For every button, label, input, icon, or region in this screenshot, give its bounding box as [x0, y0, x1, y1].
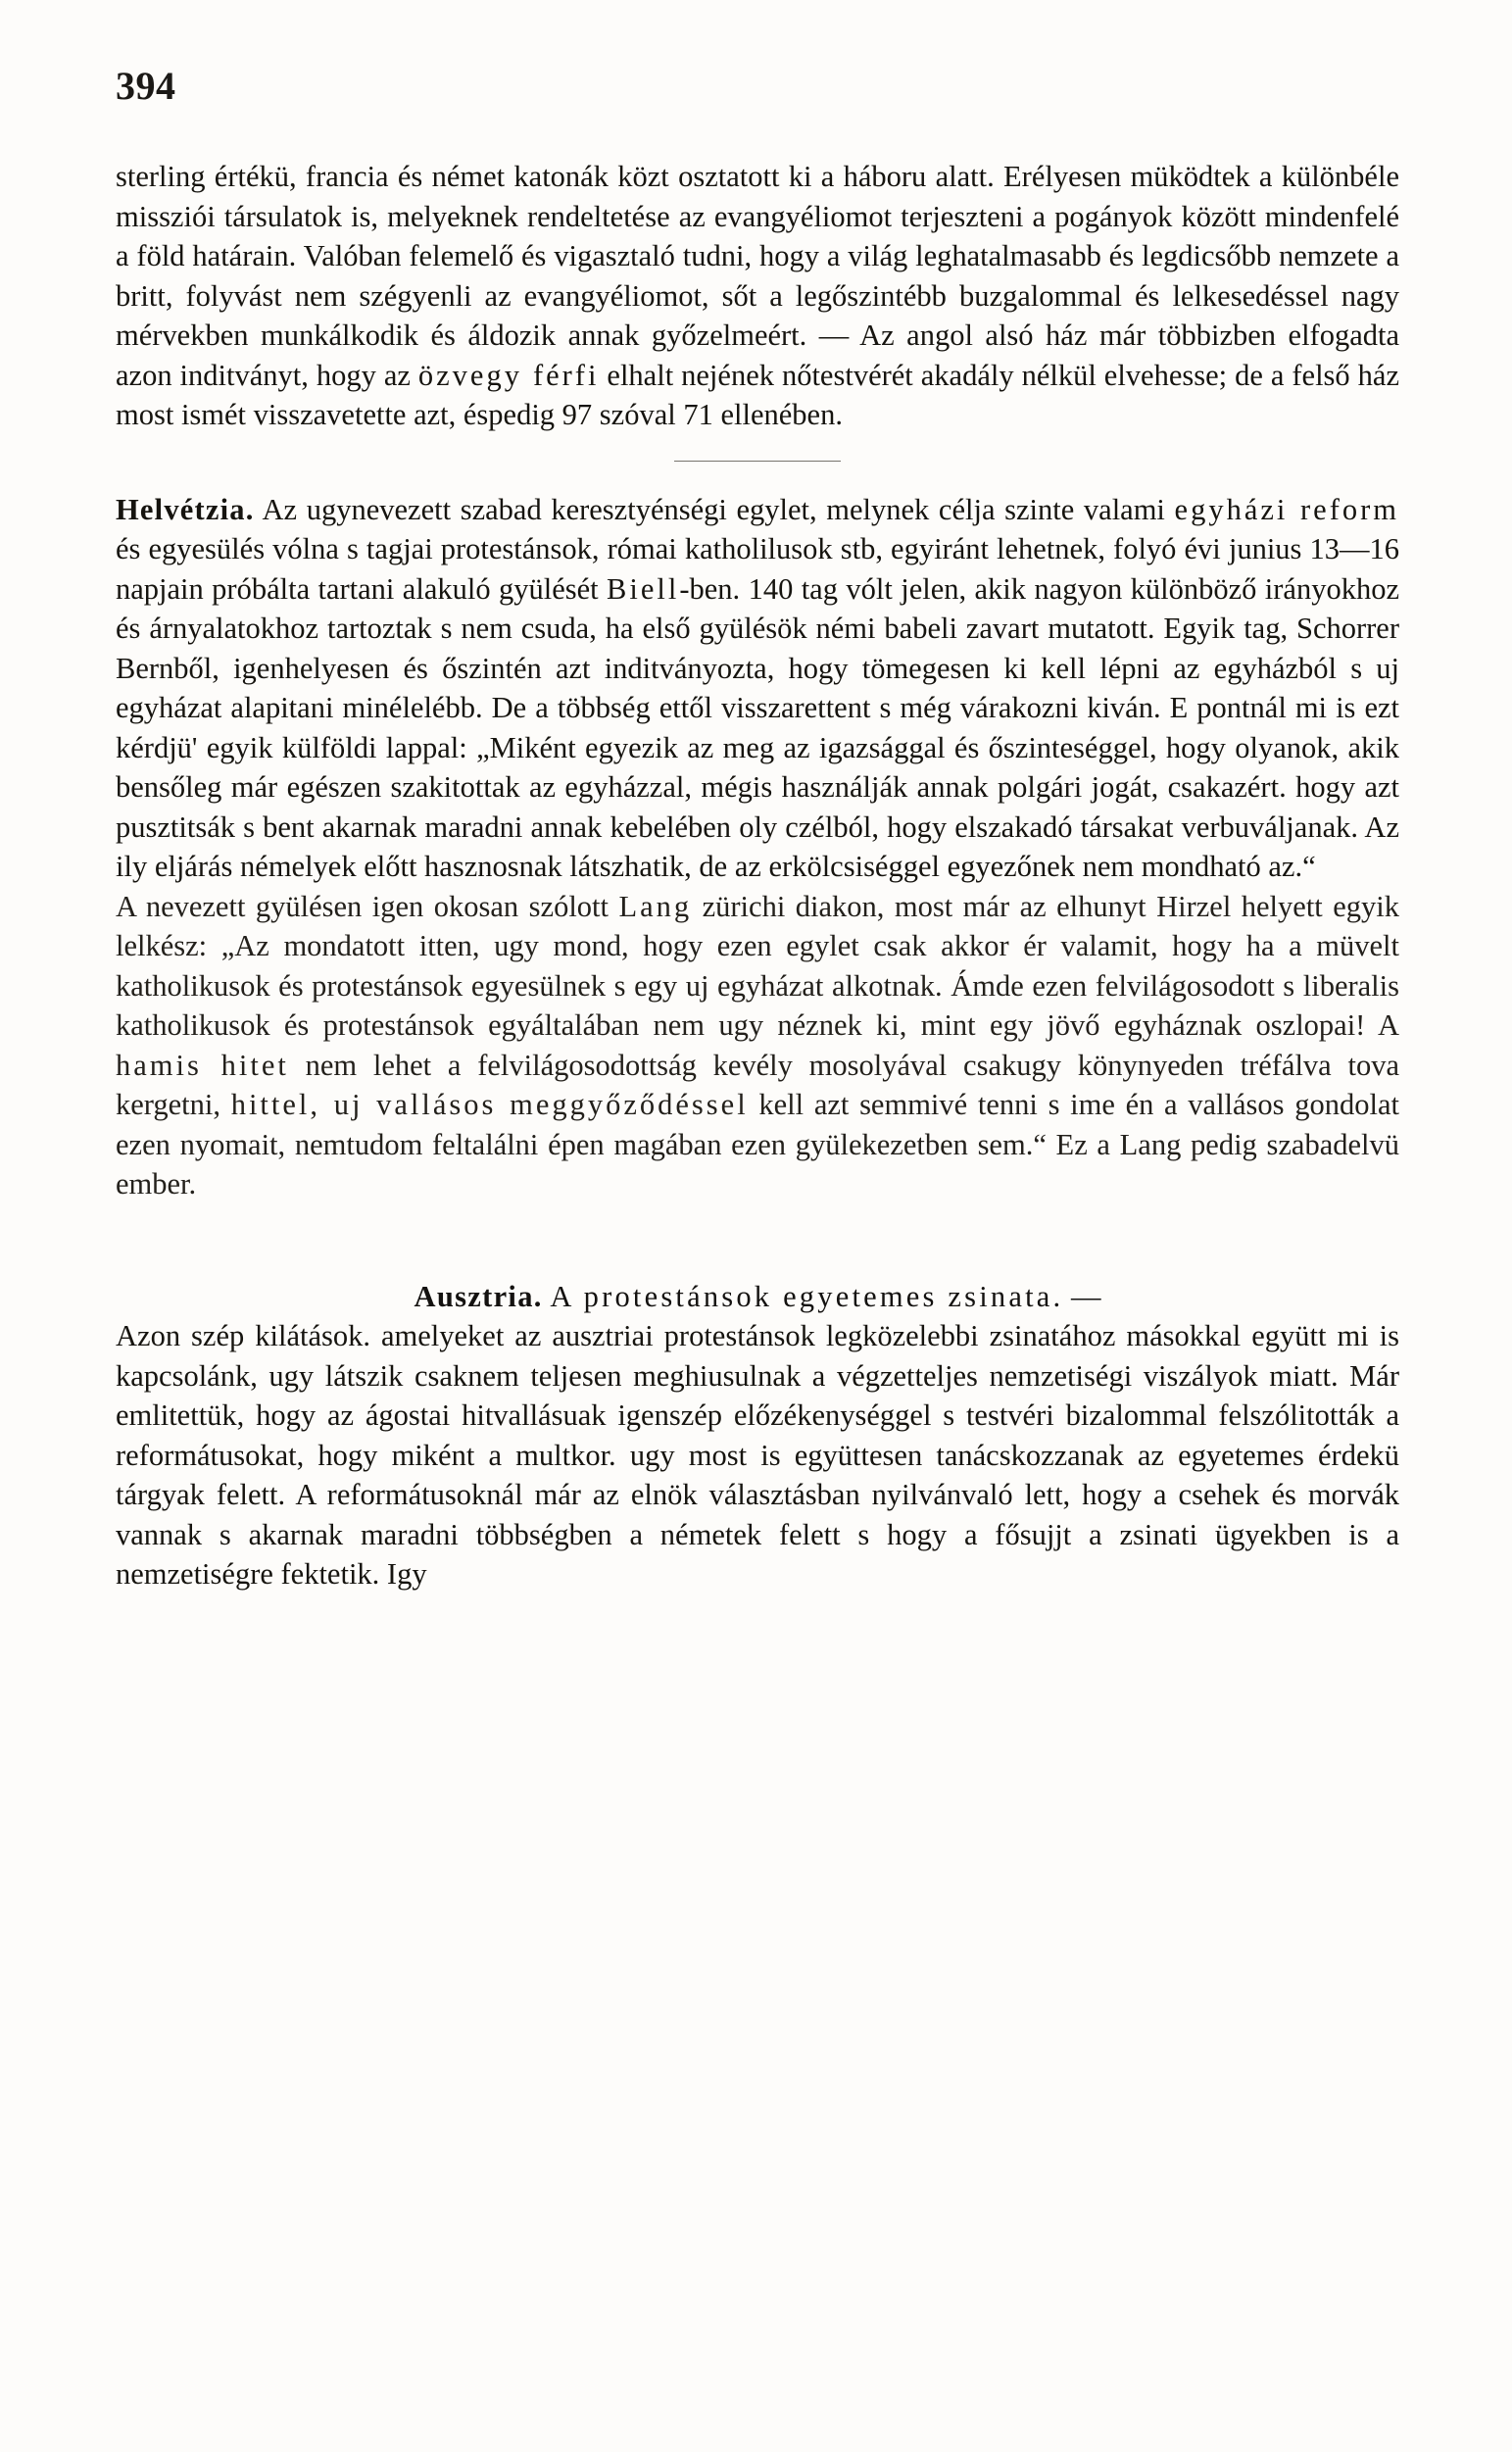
paragraph-3-text-d: kell azt semmivé tenni s ime én a vallásos gondolat ezen nyomait, nemtudom feltalálni épen magában ezen gyülekezetben sem.“ Ez a Lang pedig szabadelvü ember. [116, 1088, 1399, 1201]
section-heading-ausztria [116, 1277, 1399, 1317]
paragraph-block-2 [116, 490, 1399, 887]
paragraph-3-text-a: A nevezett gyülésen igen okosan szólott [116, 889, 619, 923]
section-heading-ausztria-subtitle: A protestánsok egyetemes zsinata. [550, 1279, 1064, 1313]
paragraph-2 [116, 490, 1399, 887]
paragraph-2-emphasis-2: Biell [607, 571, 680, 606]
paragraph-3-emphasis-3: hittel, uj vallásos meggyőződéssel [230, 1088, 749, 1121]
paragraph-block-1 [116, 157, 1399, 435]
paragraph-1-text-a: sterling értékü, francia és német katonák közt osztatott ki a háboru alatt. Erélyesen müködtek a különbéle missziói társulatok is, melyeknek rendeltetése az evangyéliomot terjeszteni a pogányok között mindenfelé a föld határain. Valóban felemelő és vigasztaló tudni, hogy a világ leghatalmasabb és legdicsőbb nemzete a britt, folyvást nem szégyenli az evangyéliomot, sőt a legőszintébb buzgalommal és lelkesedéssel nagy mérvekben munkálkodik és áldozik annak győzelmeért. — Az angol alsó ház már többizben elfogadta azon inditványt, hogy az [116, 160, 1399, 392]
paragraph-2-emphasis-1: egyházi reform [1174, 492, 1399, 526]
paragraph-1-text-b: elhalt nejének nőtestvérét akadály nélkül elvehesse; de a felső ház most ismét visszavetette azt, éspedig 97 szóval 71 ellenében. [116, 358, 1399, 431]
section-divider-wrap [116, 435, 1399, 490]
paragraph-3-emphasis-1: Lang [618, 889, 693, 923]
section-gap [116, 1204, 1399, 1277]
page-number: 394 [116, 64, 176, 108]
paragraph-3-text-b: zürichi diakon, most már az elhunyt Hirzel helyett egyik lelkész: „Az mondatott itten, ugy mond, hogy ezen egylet csak akkor ér valamit, hogy ha a müvelt katholikusok és protestánsok egyesülnek s egy uj egyházat alkotnak. Ámde ezen felvilágosodott s liberalis katholikusok és protestánsok egyáltalában nem ugy néznek ki, mint egy jövő egyháznak oszlopai! A [116, 889, 1399, 1042]
section-heading-helvetzia: Helvétzia. [116, 492, 255, 526]
paragraph-block-4 [116, 1316, 1399, 1594]
page-content [116, 157, 1399, 1594]
section-divider [674, 461, 841, 462]
paragraph-2-text-b: és egyesülés vólna s tagjai protestánsok, római katholilusok stb, egyiránt lehetnek, folyó évi junius 13—16 napjain próbálta tartani alakuló gyülését [116, 532, 1399, 606]
paragraph-3-emphasis-2: hamis hitet [116, 1048, 289, 1082]
paragraph-2-text-a: Az ugynevezett szabad keresztyénségi egylet, melynek célja szinte valami [254, 492, 1175, 526]
section-heading-ausztria-title: Ausztria. [414, 1279, 543, 1313]
paragraph-1 [116, 157, 1399, 435]
paragraph-4: Azon szép kilátások. amelyeket az ausztriai protestánsok legközelebbi zsinatához másokkal együtt mi is kapcsolánk, ugy látszik csaknem teljesen meghiusulnak a végzetteljes nemzetiségi viszályok miatt. Már emlitettük, hogy az ágostai hitvallásuak igenszép előzékenységgel s testvéri bizalommal felszólitották a reformátusokat, hogy miként a multkor. ugy most is együttesen tanácskozzanak az egyetemes érdekü tárgyak felett. A reformátusoknál már az elnök választásban nyilvánvaló lett, hogy a csehek és morvák vannak s akarnak maradni többségben a németek felett s hogy a fősujjt a zsinati ügyekben is a nemzetiségre fektetik. Igy [116, 1319, 1399, 1591]
paragraph-1-emphasis: özvegy férfi [417, 358, 600, 392]
paragraph-block-3 [116, 887, 1399, 1204]
paragraph-3-text-c: nem lehet a felvilágosodottság kevély mosolyával csakugy könynyeden tréfálva tova kergetni, [116, 1048, 1399, 1121]
paragraph-3 [116, 887, 1399, 1204]
section-heading-ausztria-dash: — [1063, 1279, 1101, 1313]
paragraph-2-text-c: -ben. 140 tag vólt jelen, akik nagyon különböző irányokhoz és árnyalatokhoz tartoztak s nem csuda, ha első gyülésök némi babeli zavart mutatott. Egyik tag, Schorrer Bernből, igenhelyesen és őszintén azt inditványozta, hogy tömegesen ki kell lépni az egyházból s uj egyházat alapitani minélelébb. De a többség ettől visszarettent s még várakozni kiván. E pontnál mi is ezt kérdjü' egyik külföldi lappal: „Miként egyezik az meg az igazsággal és őszinteséggel, hogy olyanok, akik bensőleg már egészen szakitottak az egyházzal, mégis használják annak polgári jogát, csakazért. hogy azt pusztitsák s bent akarnak maradni annak kebelében oly czélból, hogy elszakadó társakat verbuváljanak. Az ily eljárás némelyek előtt hasznosnak látszhatik, de az erkölcsiséggel egyezőnek nem mondható az.“ [116, 571, 1399, 883]
